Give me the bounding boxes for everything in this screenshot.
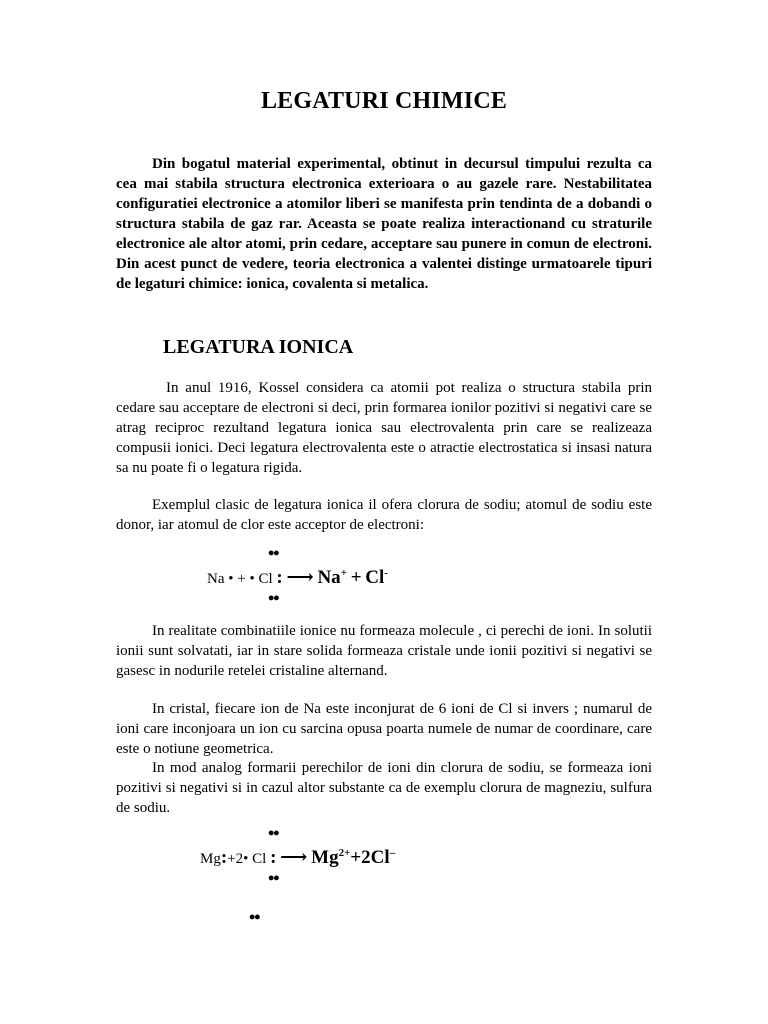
section-heading: LEGATURA IONICA [163, 336, 354, 358]
intro-paragraph: Din bogatul material experimental, obtinut in decursul timpului rezulta ca cea mai stabila structura electronica exterioara o au gazele rare. Nestabilitatea configuratiei electronice a atomilor liberi se manifesta prin tendinta de a dobandi o structura stabila de gaz rar. Aceasta se poate realiza interactionand cu straturile electronice ale altor atomi, prin cedare, acceptare sau punere in comun de electroni. Din acest punct de vedere, teoria electronica a valentei distinge urmatoarele tipuri de legaturi chimice: ionica, covalenta si metalica. [116, 156, 652, 292]
eq2-colon-b: : [270, 847, 277, 868]
eq1-product-na: Na [317, 567, 341, 588]
equation-nacl [207, 566, 388, 589]
page-title: LEGATURI CHIMICE [260, 88, 508, 114]
eq1-plus: + [350, 567, 362, 588]
eq2-colon-a: : [220, 847, 228, 868]
electron-dots-top: •• [268, 543, 279, 563]
equation-mgcl2 [200, 846, 395, 869]
eq2-mid: +2• Cl [227, 851, 267, 867]
electron-dots-bottom-2: •• [268, 868, 279, 888]
eq1-arrow: ⟶ [286, 567, 314, 588]
paragraph-example: Exemplul clasic de legatura ionica il ofera clorura de sodiu; atomul de sodiu este donor, iar atomul de clor este acceptor de electroni: [116, 497, 652, 533]
eq2-charge-cl: – [389, 847, 396, 859]
eq1-reactants: Na • + • Cl [207, 571, 273, 587]
eq1-charge-cl: - [384, 567, 388, 579]
eq2-arrow: ⟶ [280, 847, 308, 868]
eq2-product-mg: Mg [311, 847, 339, 868]
paragraph-analog: In mod analog formarii perechilor de ioni din clorura de sodiu, se formeaza ioni pozitivi si negativi si in cazul altor substante ca de exemplu clorura de magneziu, sulfura de sodiu. [116, 760, 652, 816]
electron-dots-top-2: •• [268, 823, 279, 843]
eq2-product-cl: +2Cl [350, 847, 390, 868]
paragraph-kossel: In anul 1916, Kossel considera ca atomii pot realiza o structura stabila prin cedare sau acceptare de electroni si deci, prin formarea ionilor pozitivi si negativi care se atrag reciproc rezultand legatura ionica sau electrovalenta prin care se realizeaza compusii ionici. Deci legatura electrovalenta este o atractie electrostatica si insasi natura sa nu poate fi o legatura rigida. [116, 380, 652, 476]
eq1-product-cl: Cl [365, 567, 385, 588]
paragraph-cristal: In cristal, fiecare ion de Na este inconjurat de 6 ioni de Cl si invers ; numarul de ioni care inconjoara un ion cu sarcina opusa poarta numele de numar de coordinare, care este o notiune geometrica. [116, 701, 652, 757]
paragraph-realitate: In realitate combinatiile ionice nu formeaza molecule , ci perechi de ioni. In solutii ionii sunt solvatati, iar in stare solida formeaza cristale unde ionii pozitivi si negativi se gasesc in nodurile retelei cristaline alternand. [116, 623, 652, 679]
eq1-colon: : [276, 567, 283, 588]
eq1-charge-na: + [340, 567, 347, 579]
eq2-charge-mg: 2+ [338, 847, 351, 859]
electron-dots-bottom: •• [268, 588, 279, 608]
eq2-mg: Mg [200, 851, 221, 867]
electron-dots-lower: •• [249, 907, 260, 927]
